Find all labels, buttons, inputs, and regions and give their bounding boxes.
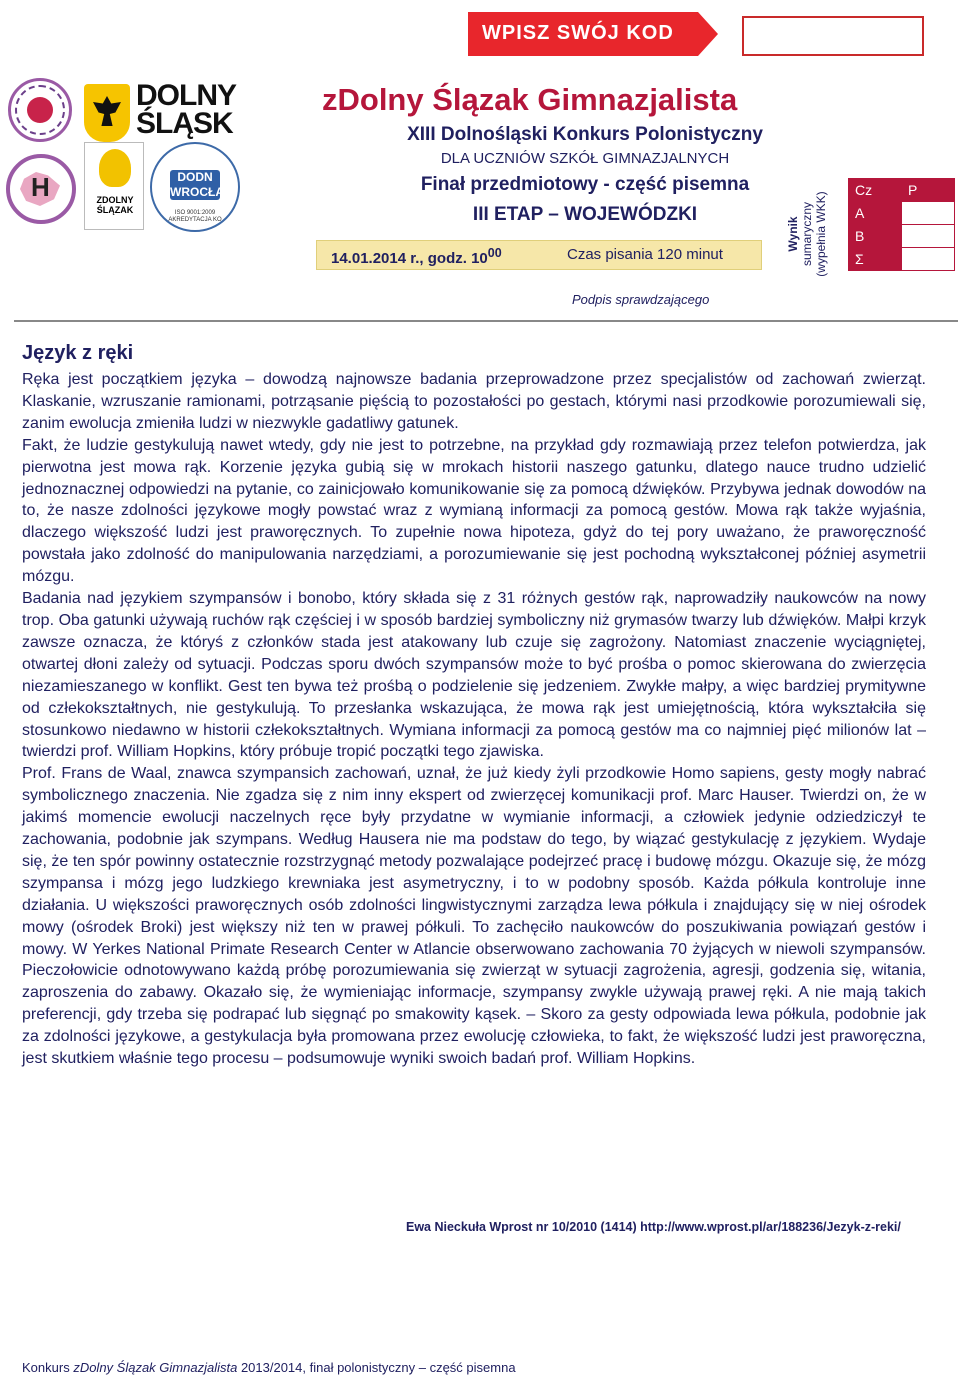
- kuratorium-seal-icon: [8, 78, 72, 142]
- article-paragraph: Prof. Frans de Waal, znawca szympansich zachowań, uznał, że już kiedy żyli przodkowie Homo sapiens, gesty mogły nabrać symbolicznego znaczenia. Nie zgadza się z nim inny ekspert od zwierzęcej komunikacji prof. Marc Hauser. Twierdzi on, że w jakimś momencie ewolucji naczelnych ręce były przydatne w wymianie informacji, a człowiek jedynie odziedziczył te zachowania, podobnie jak szympans. Według Hausera nie ma podstaw do tego, by wiązać gestykulację z językiem. Wydaje się, że ten spór powinny ostatecznie rozstrzygnąć metody pozwalające podejrzeć pracę i budowę mózgu. Okazuje się, że mózg szympansa i mózg jego ludzkiego krewniaka jest asymetryczny, i to w podobny sposób. Każda półkula kontroluje inne działania. U większości praworęcznych osób zdolności lingwistycznymi zarządza lewa półkula i znajdujący się w niej ośrodek mowy (ośrodek Broki) jest większy niż ten w prawej półkuli. To zachęciło naukowców do poszukiwania powiązań gestów i mowy. W Yerkes National Primate Research Center w Atlancie obserwowano zachowania 70 żyjących w niewoli szympansów. Pieczołowicie odnotowywano każdą próbę porozumiewania się zwierząt w sytuacji zagrożenia, agresji, godzenia się, witania, zaproszenia do zabawy. Okazało się, że wymieniając informacje, szympansy zwykle używają prawej ręki. A nie mają takich preferencji, gdy trzeba się podrapać lub sięgnąć po smakowity kąsek. – Skoro za gesty odpowiada lewa półkula, podobnie jak za zdolności językowe, a gestykulacja była promowana przez ewolucję człowieka, to fakt, że większość ludzi jest praworęczna, jest skutkiem właśnie tego procesu – podsumowuje wyniki swoich badań prof. William Hopkins.: [22, 765, 926, 1068]
- head-silhouette: [99, 149, 131, 187]
- zdolny-slazak-logo-icon: [84, 142, 144, 230]
- contest-subtitle: XIII Dolnośląski Konkurs Polonistyczny: [407, 124, 763, 145]
- support-system-logo-icon: H: [0, 148, 82, 230]
- page-footer: Konkurs zDolny Ślązak Gimnazjalista 2013/2014, finał polonistyczny – część pisemna: [22, 1360, 516, 1375]
- score-caption: [786, 176, 848, 292]
- score-row-label: B: [849, 225, 902, 248]
- score-caption-line-3: (wypełnia WKK): [814, 191, 828, 277]
- score-cell[interactable]: [902, 248, 955, 271]
- header-divider: [14, 320, 958, 322]
- score-header-row: [849, 179, 955, 202]
- eagle-icon: [93, 96, 121, 126]
- score-cell[interactable]: [902, 225, 955, 248]
- exam-duration: Czas pisania 120 minut: [567, 246, 723, 263]
- score-row-label: Σ: [849, 248, 902, 271]
- zdolny-line-1: ZDOLNY: [96, 195, 134, 205]
- dodn-iso: ISO 9001:2009 AKREDYTACJA KO: [168, 210, 222, 223]
- score-col-cz: Cz: [849, 179, 902, 202]
- article-body: [22, 369, 926, 1070]
- article-paragraph: Badania nad językiem szympansów i bonobo, który składa się z 31 różnych gestów rąk, naprowadziły naukowców na nowy trop. Oba gatunki używają ruchów rąk częściej i w sposób bardziej symboliczny niż grymasów twarzy lub dźwięków. Małpi krzyk zawsze oznacza, że któryś z członków stada jest atakowany lub czuje się zagrożony. Natomiast znaczenie wyciągniętej, otwartej dłoni zależy od sytuacji. Podczas sporu dwóch szympansów może to być prośba o pomoc skierowana do zwierzęcia niezamieszanego w konflikt. Gest ten bywa też prośbą o podzielenie się jedzeniem. Zwykłe małpy, a więc bardziej prymitywne od człekokształtnych, nie gestykulują. To przesłanka wskazująca, że mowa rąk jest umiejętnością, która wykształciła się stosunkowo niedawno w historii człekokształtnych. Wymiana informacji za pomocą gestów ma co najmniej pięć milionów lat – twierdzi prof. William Hopkins, który próbuje tropić początki tego zjawiska.: [22, 590, 926, 761]
- contest-title: zDolny Ślązak Gimnazjalista: [322, 82, 738, 117]
- code-input-box[interactable]: [742, 16, 924, 56]
- score-row: [849, 202, 955, 225]
- lower-silesia-crest-icon: [84, 84, 130, 142]
- article-paragraph: Ręka jest początkiem języka – dowodzą najnowsze badania przeprowadzone przez specjalistów od zachowań zwierząt. Klaskanie, wzruszanie ramionami, potrząsanie pięścią to pozostałości po gestach, którymi nasi przodkowie porozumiewali się, zanim ewolucja zmieniła ludzi w niezwykle gadatliwy gatunek.: [22, 371, 926, 432]
- score-col-p: P: [902, 179, 955, 202]
- score-table: [848, 178, 955, 271]
- exam-date: 14.01.2014 r., godz. $10^{00}$: [331, 246, 502, 267]
- dodn-badge: DODN WROCŁAW: [170, 170, 235, 199]
- dodn-logo-icon: [150, 142, 240, 232]
- code-label: WPISZ SWÓJ KOD: [482, 22, 674, 44]
- zdolny-line-2: ŚLĄZAK: [96, 205, 134, 215]
- article-source: Ewa Nieckuła Wprost nr 10/2010 (1414) http://www.wprost.pl/ar/188236/Jezyk-z-reki/: [406, 1220, 901, 1234]
- contest-final: Finał przedmiotowy - część pisemna: [420, 174, 750, 195]
- code-banner: [468, 12, 718, 56]
- signature-label: Podpis sprawdzającego: [572, 292, 710, 307]
- logo-line-slask: ŚLĄSK: [136, 107, 233, 140]
- time-minutes: 00: [487, 246, 502, 260]
- footer-contest-name: zDolny Ślązak Gimnazjalista: [73, 1360, 238, 1375]
- article-paragraph: Fakt, że ludzie gestykulują nawet wtedy, gdy nie jest to potrzebne, na przykład gdy rozmawiają przez telefon potwierdza, jak pierwotna jest mowa rąk. Korzenie języka gubią się w mrokach historii naszego gatunku, dlatego nauce trudno udzielić jednoznacznej odpowiedzi na pytanie, co zainicjowało komunikowanie się za pomocą dźwięków. Przybywa jednak dowodów na to, że nasze zdolności językowe mogły powstać wraz z wymianą informacji za pomocą gestów. Mowa rąk także wyjaśnia, dlaczego większość ludzi jest praworęcznych. To zupełnie nowa hipoteza, gdyż do tej pory uważano, że praworęczność powstała jako zdolność do manipulowania narzędziami, a porozumiewanie się jest pochodną wykształconej później asymetrii mózgu.: [22, 436, 926, 586]
- score-row: [849, 248, 955, 271]
- score-row: [849, 225, 955, 248]
- dolny-slask-logo-text: [136, 79, 236, 140]
- score-row-label: A: [849, 202, 902, 225]
- logo-line-dolny: DOLNY: [136, 79, 236, 112]
- score-caption-line-1: Wynik: [786, 216, 800, 252]
- score-cell[interactable]: [902, 202, 955, 225]
- contest-audience: DLA UCZNIÓW SZKÓŁ GIMNAZJALNYCH: [440, 150, 730, 167]
- article-title: Język z ręki: [22, 342, 134, 364]
- score-caption-line-2: sumaryczny: [800, 202, 814, 267]
- contest-stage: III ETAP – WOJEWÓDZKI: [472, 204, 698, 225]
- date-bar: [316, 240, 762, 270]
- seal-center: [27, 97, 53, 123]
